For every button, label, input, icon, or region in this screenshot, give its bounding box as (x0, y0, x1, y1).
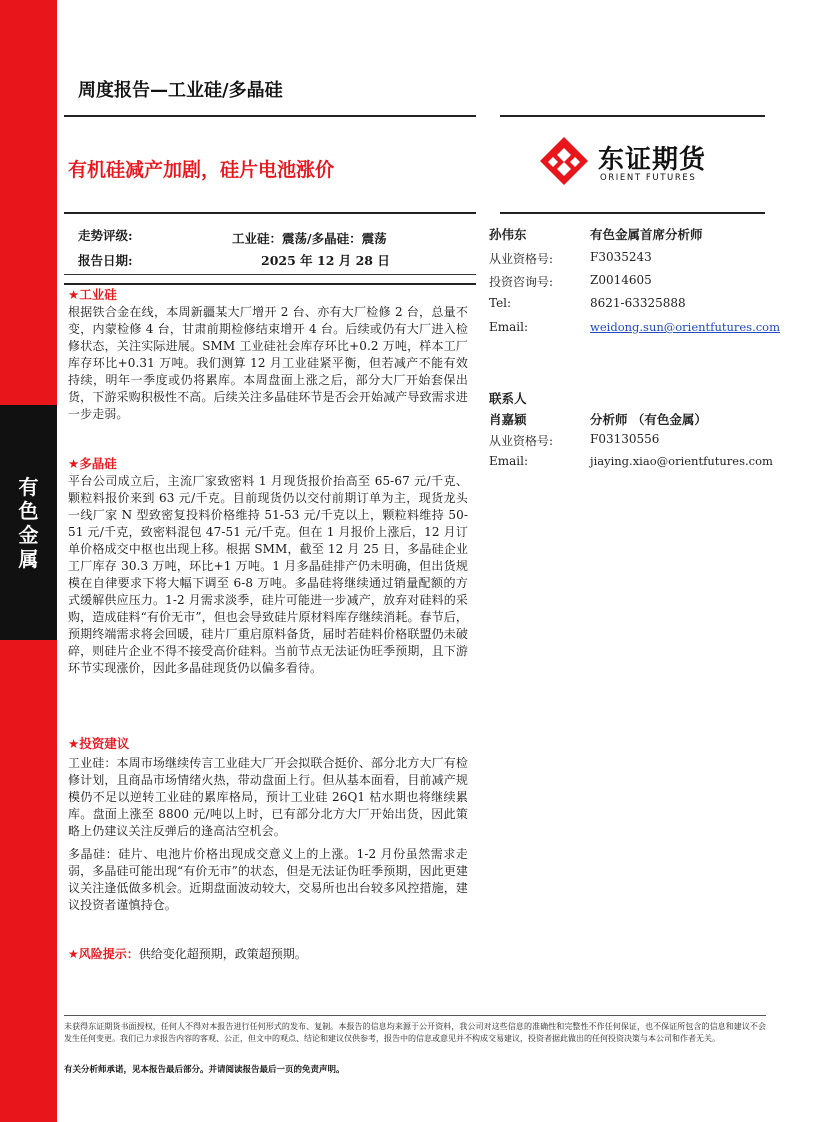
contact-title: 分析师 （有色金属） (590, 412, 707, 427)
analyst-cons-label: 投资咨询号: (489, 275, 554, 289)
sector-tab-char: 色 (18, 498, 39, 523)
logo-text-en: ORIENT FUTURES (600, 173, 697, 183)
section-text: 平台公司成立后，主流厂家致密料 1 月现货报价抬高至 65-67 元/千克、颗粒料报价来到 63 元/千克。目前现货仍以交付前期订单为主，现货龙头一线厂家 N 型致密复投料价格维持 51-53 元/千克以上，颗粒料维持 50-51 元/千克，致密料混包 47-51 元/千克。但在 1 月报价上涨后，12 月订单价格成交中枢也出现上移。根据 SMM，截至 12 月 25 日，多晶硅企业工厂库存 30.3 万吨，环比+1 万吨。1 月多晶硅排产仍未明确，但出货规模在自律要求下将大幅下调至 6-8 万吨。多晶硅将继续通过销量配额的方式缓解供应压力。1-2 月需求淡季，硅片可能进一步减产，放弃对硅料的采购，造成硅料“有价无市”，但也会导致硅片原材料库存继续消耗。春节后，预期终端需求将会回暖，硅片厂重启原料备货，届时若硅料价格联盟仍未破碎，则硅片企业不得不接受高价硅料。当前节点无法证伪旺季预期，且下游环节实现涨价，因此多晶硅现货仍以偏多看待。 (68, 474, 468, 675)
rating-label: 走势评级: (78, 228, 133, 243)
section-title: ★工业硅 (68, 287, 117, 302)
headline: 有机硅减产加剧，硅片电池涨价 (68, 159, 335, 181)
analyst-email-label: Email: (489, 320, 529, 334)
report-type: 周度报告—工业硅/多晶硅 (78, 80, 283, 101)
disclaimer: 未获得东证期货书面授权，任何人不得对本报告进行任何形式的发布、复制。本报告的信息均来源于公开资料，我公司对这些信息的准确性和完整性不作任何保证，也不保证所包含的信息和建议不会发生任何变更。我们已力求报告内容的客观、公正，但文中的观点、结论和建议仅供参考，报告中的信息或意见并不构成交易建议，投资者据此做出的任何投资决策与本公司和作者无关。 (64, 1022, 766, 1043)
contact-qual-label: 从业资格号: (489, 434, 554, 448)
analyst-name: 孙伟东 (489, 227, 527, 242)
contact-qual: F03130556 (590, 432, 660, 446)
advice-industrial-silicon: 工业硅：本周市场继续传言工业硅大厂开会拟联合挺价、部分北方大厂有检修计划，且商品市场情绪火热，带动盘面上行。但从基本面看，目前减产规模仍不足以逆转工业硅的累库格局，预计工业硅 26Q1 枯水期也将继续累库。盘面上涨至 8800 元/吨以上时，已有部分北方大厂开始出货，因此策略上仍建议关注反弹后的逢高沽空机会。 (68, 756, 468, 838)
analyst-qual-label: 从业资格号: (489, 252, 554, 266)
section-title: ★风险提示： (68, 947, 139, 961)
section-investment-advice (68, 735, 468, 914)
section-title: ★多晶硅 (68, 456, 117, 471)
analyst-tel: 8621-63325888 (590, 296, 686, 310)
divider (64, 274, 476, 275)
sector-tab-char: 属 (18, 546, 39, 571)
contact-label: 联系人 (489, 391, 527, 406)
sector-tab-char: 金 (18, 522, 39, 547)
section-title: ★投资建议 (68, 736, 130, 751)
divider (64, 212, 476, 214)
sector-tab (0, 405, 57, 640)
analyst-cons: Z0014605 (590, 273, 652, 287)
advice-polysilicon: 多晶硅：硅片、电池片价格出现成交意义上的上涨。1-2 月份虽然需求走弱，多晶硅可能出现“有价无市”的状态，但是无法证伪旺季预期，因此更建议关注逢低做多机会。近期盘面波动较大，交易所也出台较多风控措施，建议投资者谨慎持仓。 (68, 847, 468, 912)
risk-text: 供给变化超预期，政策超预期。 (138, 947, 307, 961)
footer-note: 有关分析师承诺，见本报告最后部分。并请阅读报告最后一页的免责声明。 (64, 1065, 345, 1075)
section-text: 根据铁合金在线，本周新疆某大厂增开 2 台、亦有大厂检修 2 台，总量不变，内蒙检修 4 台，甘肃前期检修结束增开 4 台。后续或仍有大厂进入检修状态，关注实际进展。SMM 工业硅社会库存环比+0.2 万吨，样本工厂库存环比+0.31 万吨。我们测算 12 月工业硅紧平衡，但若减产不能有效持续，明年一季度或仍将累库。本周盘面上涨之后，部分大厂开始套保出货，下游采购积极性不高。后续关注多晶硅环节是否会开始减产导致需求进一步走弱。 (68, 305, 468, 421)
sector-tab-char: 有 (18, 474, 39, 499)
contact-name: 肖嘉颖 (489, 412, 527, 427)
contact-email-label: Email: (489, 454, 529, 468)
analyst-email-link[interactable]: weidong.sun@orientfutures.com (590, 320, 781, 334)
divider (64, 115, 476, 117)
section-risk (68, 945, 468, 963)
rating-value: 工业硅：震荡/多晶硅：震荡 (232, 231, 387, 246)
analyst-qual: F3035243 (590, 250, 652, 264)
company-logo (538, 135, 738, 187)
divider (64, 1015, 766, 1016)
section-polysilicon (68, 455, 468, 677)
logo-text-cn: 东证期货 (598, 145, 707, 175)
section-industrial-silicon (68, 286, 468, 423)
report-date-label: 报告日期: (78, 253, 133, 268)
analyst-title: 有色金属首席分析师 (590, 227, 703, 242)
report-date-value: 2025 年 12 月 28 日 (261, 253, 390, 268)
analyst-tel-label: Tel: (489, 296, 512, 310)
divider (500, 212, 765, 214)
divider (64, 283, 476, 285)
divider (500, 115, 765, 117)
contact-email: jiaying.xiao@orientfutures.com (590, 454, 773, 468)
orient-logo-icon (538, 135, 590, 187)
